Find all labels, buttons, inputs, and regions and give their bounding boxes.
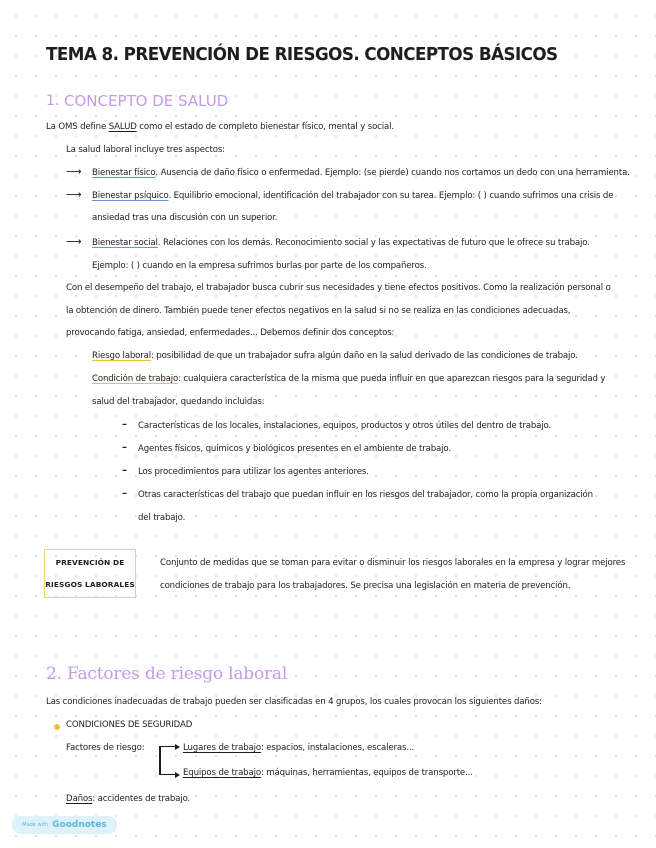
factor-equipment-term: Equipos de trabajo [183, 768, 261, 778]
section-2-intro: Las condiciones inadecuadas de trabajo pueden ser clasificadas en 4 grupos, los cuales provocan los siguientes daños: [46, 697, 542, 707]
aspect-psychic-term: Bienestar psíquico [92, 191, 169, 201]
list-item: Características de los locales, instalaciones, equipos, productos y otros útiles del dentro de trabajo. [138, 421, 552, 431]
aspect-physical-term: Bienestar físico [92, 168, 156, 178]
arrow-head-icon [175, 744, 180, 750]
aspect-social-term: Bienestar social [92, 238, 158, 248]
safety-conditions: CONDICIONES DE SEGURIDAD [66, 720, 193, 730]
aspect-physical [92, 168, 630, 178]
bracket-line [159, 746, 175, 747]
paragraph-line: Con el desempeño del trabajo, el trabajador busca cubrir sus necesidades y tiene efectos positivos. Como la realización personal o [66, 283, 611, 293]
arrow-head-icon [175, 772, 180, 778]
factor-workplaces-term: Lugares de trabajo [183, 743, 261, 753]
dash-bullet: – [122, 465, 127, 476]
bracket-line [159, 774, 175, 775]
salud-term: SALUD [108, 122, 137, 132]
prevention-box [44, 549, 136, 598]
definition-risk-text: : posibilidad de que un trabajador sufra algún daño en la salud derivado de las condiciones de trabajo. [151, 351, 578, 361]
damages-term: Daños [66, 794, 93, 804]
definition-condition-text-2: salud del trabajador, quedando incluidas: [92, 397, 265, 407]
definition-risk [92, 351, 578, 361]
page-title: TEMA 8. PREVENCIÓN DE RIESGOS. CONCEPTOS BÁSICOS [46, 44, 558, 65]
list-item: Los procedimientos para utilizar los agentes anteriores. [138, 467, 369, 477]
made-with-label: Made with [22, 822, 49, 828]
definition-condition-text: : cualquiera característica de la misma que pueda influir en que aparezcan riesgos para la seguridad y [178, 374, 606, 384]
factor-equipment-text: : máquinas, herramientas, equipos de transporte... [260, 768, 473, 778]
oms-definition [46, 122, 394, 132]
goodnotes-badge[interactable] [12, 816, 117, 834]
section-1-number: 1. [46, 93, 60, 109]
bullet-dot-icon [54, 724, 60, 730]
arrow-right-icon: ⟶ [66, 165, 82, 178]
definition-risk-term: Riesgo laboral [92, 351, 152, 361]
factor-workplaces [183, 743, 414, 753]
factor-workplaces-text: : espacios, instalaciones, escaleras... [260, 743, 415, 753]
oms-definition-pre: La OMS define [46, 122, 109, 132]
aspect-physical-text: . Ausencia de daño físico o enfermedad. Ejemplo: (se pierde) cuando nos cortamos un dedo con una herramienta. [155, 168, 630, 178]
dash-bullet: – [122, 442, 127, 453]
aspect-psychic-text: . Equilibrio emocional, identificación del trabajador con su tarea. Ejemplo: ( ) cuando sufrimos una crisis de [168, 191, 614, 201]
aspect-social [92, 238, 590, 248]
aspect-psychic [92, 191, 613, 201]
oms-definition-post: como el estado de completo bienestar físico, mental y social. [136, 122, 394, 132]
paragraph-line: la obtención de dinero. También puede tener efectos negativos en la salud si no se realiza en las condiciones adecuadas, [66, 306, 571, 316]
prevention-definition: Conjunto de medidas que se toman para evitar o disminuir los riesgos laborales en la empresa y lograr mejores [160, 558, 626, 568]
list-item-continuation: del trabajo. [138, 513, 186, 523]
prevention-definition-2: condiciones de trabajo para los trabajadores. Se precisa una legislación en materia de prevención. [160, 581, 571, 591]
damages-text: : accidentes de trabajo. [92, 794, 191, 804]
aspect-social-text: . Relaciones con los demás. Reconocimiento social y las expectativas de futuro que le ofrece su trabajo. [157, 238, 590, 248]
list-item: Otras características del trabajo que puedan influir en los riesgos del trabajador, como la propia organización [138, 490, 593, 500]
prevention-box-line-2: RIESGOS LABORALES [45, 579, 135, 589]
bracket-line [159, 746, 161, 775]
arrow-right-icon: ⟶ [66, 235, 82, 248]
damages [66, 794, 190, 804]
factors-label: Factores de riesgo: [66, 743, 145, 753]
goodnotes-logo: Goodnotes [52, 820, 107, 830]
section-1-heading: CONCEPTO DE SALUD [64, 92, 229, 110]
prevention-box-line-1: PREVENCIÓN DE [55, 557, 125, 567]
dash-bullet: – [122, 488, 127, 499]
aspects-intro: La salud laboral incluye tres aspectos: [66, 145, 225, 155]
dash-bullet: – [122, 419, 127, 430]
definition-condition-term: Condición de trabajo [92, 374, 179, 384]
definition-condition [92, 374, 605, 384]
section-2-heading: 2. Factores de riesgo laboral [46, 664, 288, 684]
list-item: Agentes físicos, químicos y biológicos presentes en el ambiente de trabajo. [138, 444, 451, 454]
aspect-psychic-text-2: ansiedad tras una discusión con un superior. [92, 213, 278, 223]
paragraph-line: provocando fatiga, ansiedad, enfermedades... Debemos definir dos conceptos: [66, 328, 395, 338]
arrow-right-icon: ⟶ [66, 188, 82, 201]
aspect-social-text-2: Ejemplo: ( ) cuando en la empresa sufrimos burlas por parte de los compañeros. [92, 261, 427, 271]
factor-equipment [183, 768, 473, 778]
